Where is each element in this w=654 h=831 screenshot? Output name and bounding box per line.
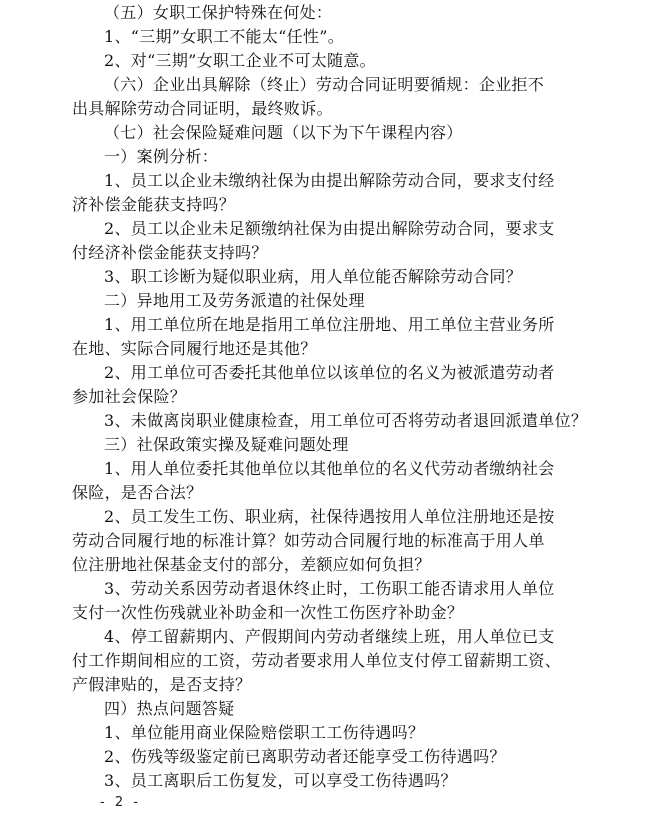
text-line: 2、用工单位可否委托其他单位以该单位的名义为被派遣劳动者	[104, 363, 555, 382]
text-line: 1、用人单位委托其他单位以其他单位的名义代劳动者缴纳社会	[104, 459, 555, 478]
subsection-heading-4: 四）热点问题答疑	[104, 699, 235, 718]
text-line: 付经济补偿金能获支持吗？	[72, 243, 268, 262]
text-line: 出具解除劳动合同证明，最终败诉。	[72, 99, 333, 118]
text-line: 在地、实际合同履行地还是其他？	[72, 339, 317, 358]
text-line: 参加社会保险？	[72, 387, 187, 406]
text-line: 支付一次性伤残就业补助金和一次性工伤医疗补助金？	[72, 603, 464, 622]
text-line: 2、员工以企业未足额缴纳社保为由提出解除劳动合同，要求支	[104, 219, 555, 238]
text-line: 2、员工发生工伤、职业病，社保待遇按用人单位注册地还是按	[104, 507, 555, 526]
text-line: 产假津贴的，是否支持？	[72, 675, 252, 694]
section-heading-7: （七）社会保险疑难问题（以下为下午课程内容）	[104, 123, 463, 142]
subsection-heading-3: 三）社保政策实操及疑难问题处理	[104, 435, 349, 454]
subsection-heading-1: 一）案例分析：	[104, 147, 219, 166]
subsection-heading-2: 二）异地用工及劳务派遣的社保处理	[104, 291, 365, 310]
text-line: 付工作期间相应的工资，劳动者要求用人单位支付停工留薪期工资、	[72, 651, 562, 670]
section-heading-5: （五）女职工保护特殊在何处：	[104, 3, 333, 22]
page-number: - 2 -	[100, 795, 141, 810]
text-line: 位注册地社保基金支付的部分，差额应如何负担？	[72, 555, 431, 574]
section-heading-6: （六）企业出具解除（终止）劳动合同证明要循规：企业拒不	[104, 75, 545, 94]
text-line: 济补偿金能获支持吗？	[72, 195, 236, 214]
text-line: 3、未做离岗职业健康检查，用工单位可否将劳动者退回派遣单位？	[104, 411, 588, 430]
text-line: 3、职工诊断为疑似职业病，用人单位能否解除劳动合同？	[104, 267, 522, 286]
text-line: 3、员工离职后工伤复发，可以享受工伤待遇吗？	[104, 771, 457, 790]
text-line: 劳动合同履行地的标准计算？如劳动合同履行地的标准高于用人单	[72, 531, 545, 550]
text-line: 1、员工以企业未缴纳社保为由提出解除劳动合同，要求支付经	[104, 171, 555, 190]
text-line: 2、伤残等级鉴定前已离职劳动者还能享受工伤待遇吗？	[104, 747, 506, 766]
text-line: 1、单位能用商业保险赔偿职工工伤待遇吗？	[104, 723, 425, 742]
text-line: 1、“三期”女职工不能太“任性”。	[104, 27, 344, 46]
text-line: 保险，是否合法？	[72, 483, 203, 502]
text-line: 3、劳动关系因劳动者退休终止时，工伤职工能否请求用人单位	[104, 579, 555, 598]
text-line: 1、用工单位所在地是指用工单位注册地、用工单位主营业务所	[104, 315, 555, 334]
text-line: 4、停工留薪期内、产假期间内劳动者继续上班，用人单位已支	[104, 627, 555, 646]
text-line: 2、对“三期”女职工企业不可太随意。	[104, 51, 376, 70]
